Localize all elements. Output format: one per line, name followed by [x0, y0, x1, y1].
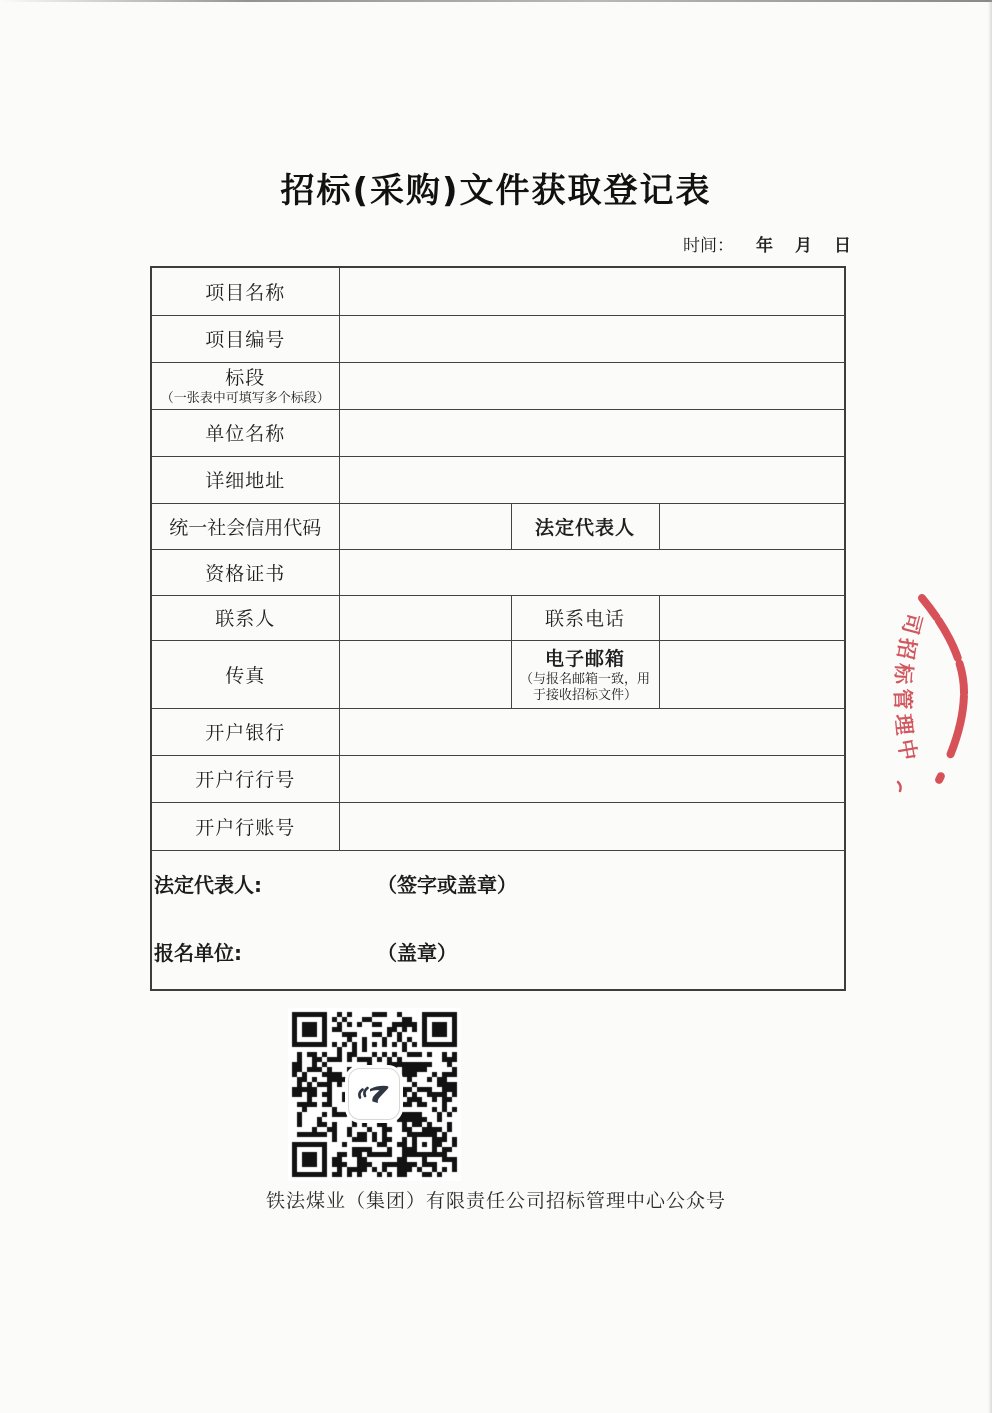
partial-red-stamp	[862, 572, 992, 808]
field-bank-branch-number	[339, 755, 845, 802]
field-address	[339, 456, 845, 503]
registration-table	[150, 266, 846, 991]
wechat-qr-code	[288, 1008, 461, 1181]
field-bank-account-number	[339, 802, 845, 850]
field-project-name	[339, 267, 845, 315]
legal-representative-label: 法定代表人:	[154, 872, 262, 897]
label-contact-person: 联系人	[151, 595, 339, 640]
field-fax	[339, 640, 511, 708]
bid-section-title: 标段	[225, 367, 266, 390]
field-email	[659, 640, 845, 708]
field-project-number	[339, 315, 845, 362]
label-project-name: 项目名称	[151, 267, 339, 315]
field-company-name	[339, 409, 845, 456]
table-row	[151, 315, 845, 362]
label-project-number: 项目编号	[151, 315, 339, 362]
applicant-unit-hint: （盖章）	[377, 940, 457, 965]
qr-center-logo	[348, 1068, 400, 1120]
legal-representative-hint: （签字或盖章）	[377, 872, 517, 897]
stamp-text: 司招标管理中	[890, 610, 927, 768]
email-note: （与报名邮箱一致，用于接收招标文件）	[519, 671, 650, 703]
table-row	[151, 549, 845, 595]
signature-section	[151, 850, 845, 990]
label-bank-account-number: 开户行账号	[151, 802, 339, 850]
label-fax: 传真	[151, 640, 339, 708]
field-contact-person	[339, 595, 511, 640]
time-label: 时间：	[683, 236, 734, 256]
table-footer-row	[151, 850, 845, 990]
table-row	[151, 755, 845, 802]
table-row	[151, 503, 845, 549]
table-row	[151, 267, 845, 315]
stamp-arc	[922, 598, 964, 782]
label-contact-phone: 联系电话	[511, 595, 659, 640]
qr-caption: 铁法煤业（集团）有限责任公司招标管理中心公众号	[265, 1190, 726, 1212]
table-row	[151, 409, 845, 456]
field-bid-section	[339, 362, 845, 409]
email-title: 电子邮箱	[544, 647, 625, 670]
applicant-unit-label: 报名单位:	[154, 940, 242, 965]
field-bank-name	[339, 708, 845, 755]
time-day: 日	[834, 236, 851, 256]
label-bid-section	[151, 362, 339, 409]
table-row	[151, 595, 845, 640]
label-qualification-certificate: 资格证书	[151, 549, 339, 595]
label-bank-name: 开户银行	[151, 708, 339, 755]
label-email	[511, 640, 659, 708]
tiefa-logo-icon	[352, 1072, 396, 1116]
time-line	[683, 231, 851, 256]
time-year: 年	[756, 236, 773, 256]
bid-section-note: （一张表中可填写多个标段）	[160, 391, 330, 407]
page-title: 招标(采购)文件获取登记表	[280, 171, 712, 211]
table-row	[151, 708, 845, 755]
field-qualification-certificate	[339, 549, 845, 595]
table-row	[151, 362, 845, 409]
field-legal-representative	[659, 503, 845, 549]
table-row	[151, 640, 845, 708]
label-legal-representative: 法定代表人	[511, 503, 659, 549]
label-credit-code: 统一社会信用代码	[151, 503, 339, 549]
label-bank-branch-number: 开户行行号	[151, 755, 339, 802]
label-address: 详细地址	[151, 456, 339, 503]
field-credit-code	[339, 503, 511, 549]
label-company-name: 单位名称	[151, 409, 339, 456]
table-row	[151, 802, 845, 850]
scan-artifact-top-edge	[0, 0, 992, 2]
field-contact-phone	[659, 595, 845, 640]
time-month: 月	[795, 236, 812, 256]
table-row	[151, 456, 845, 503]
